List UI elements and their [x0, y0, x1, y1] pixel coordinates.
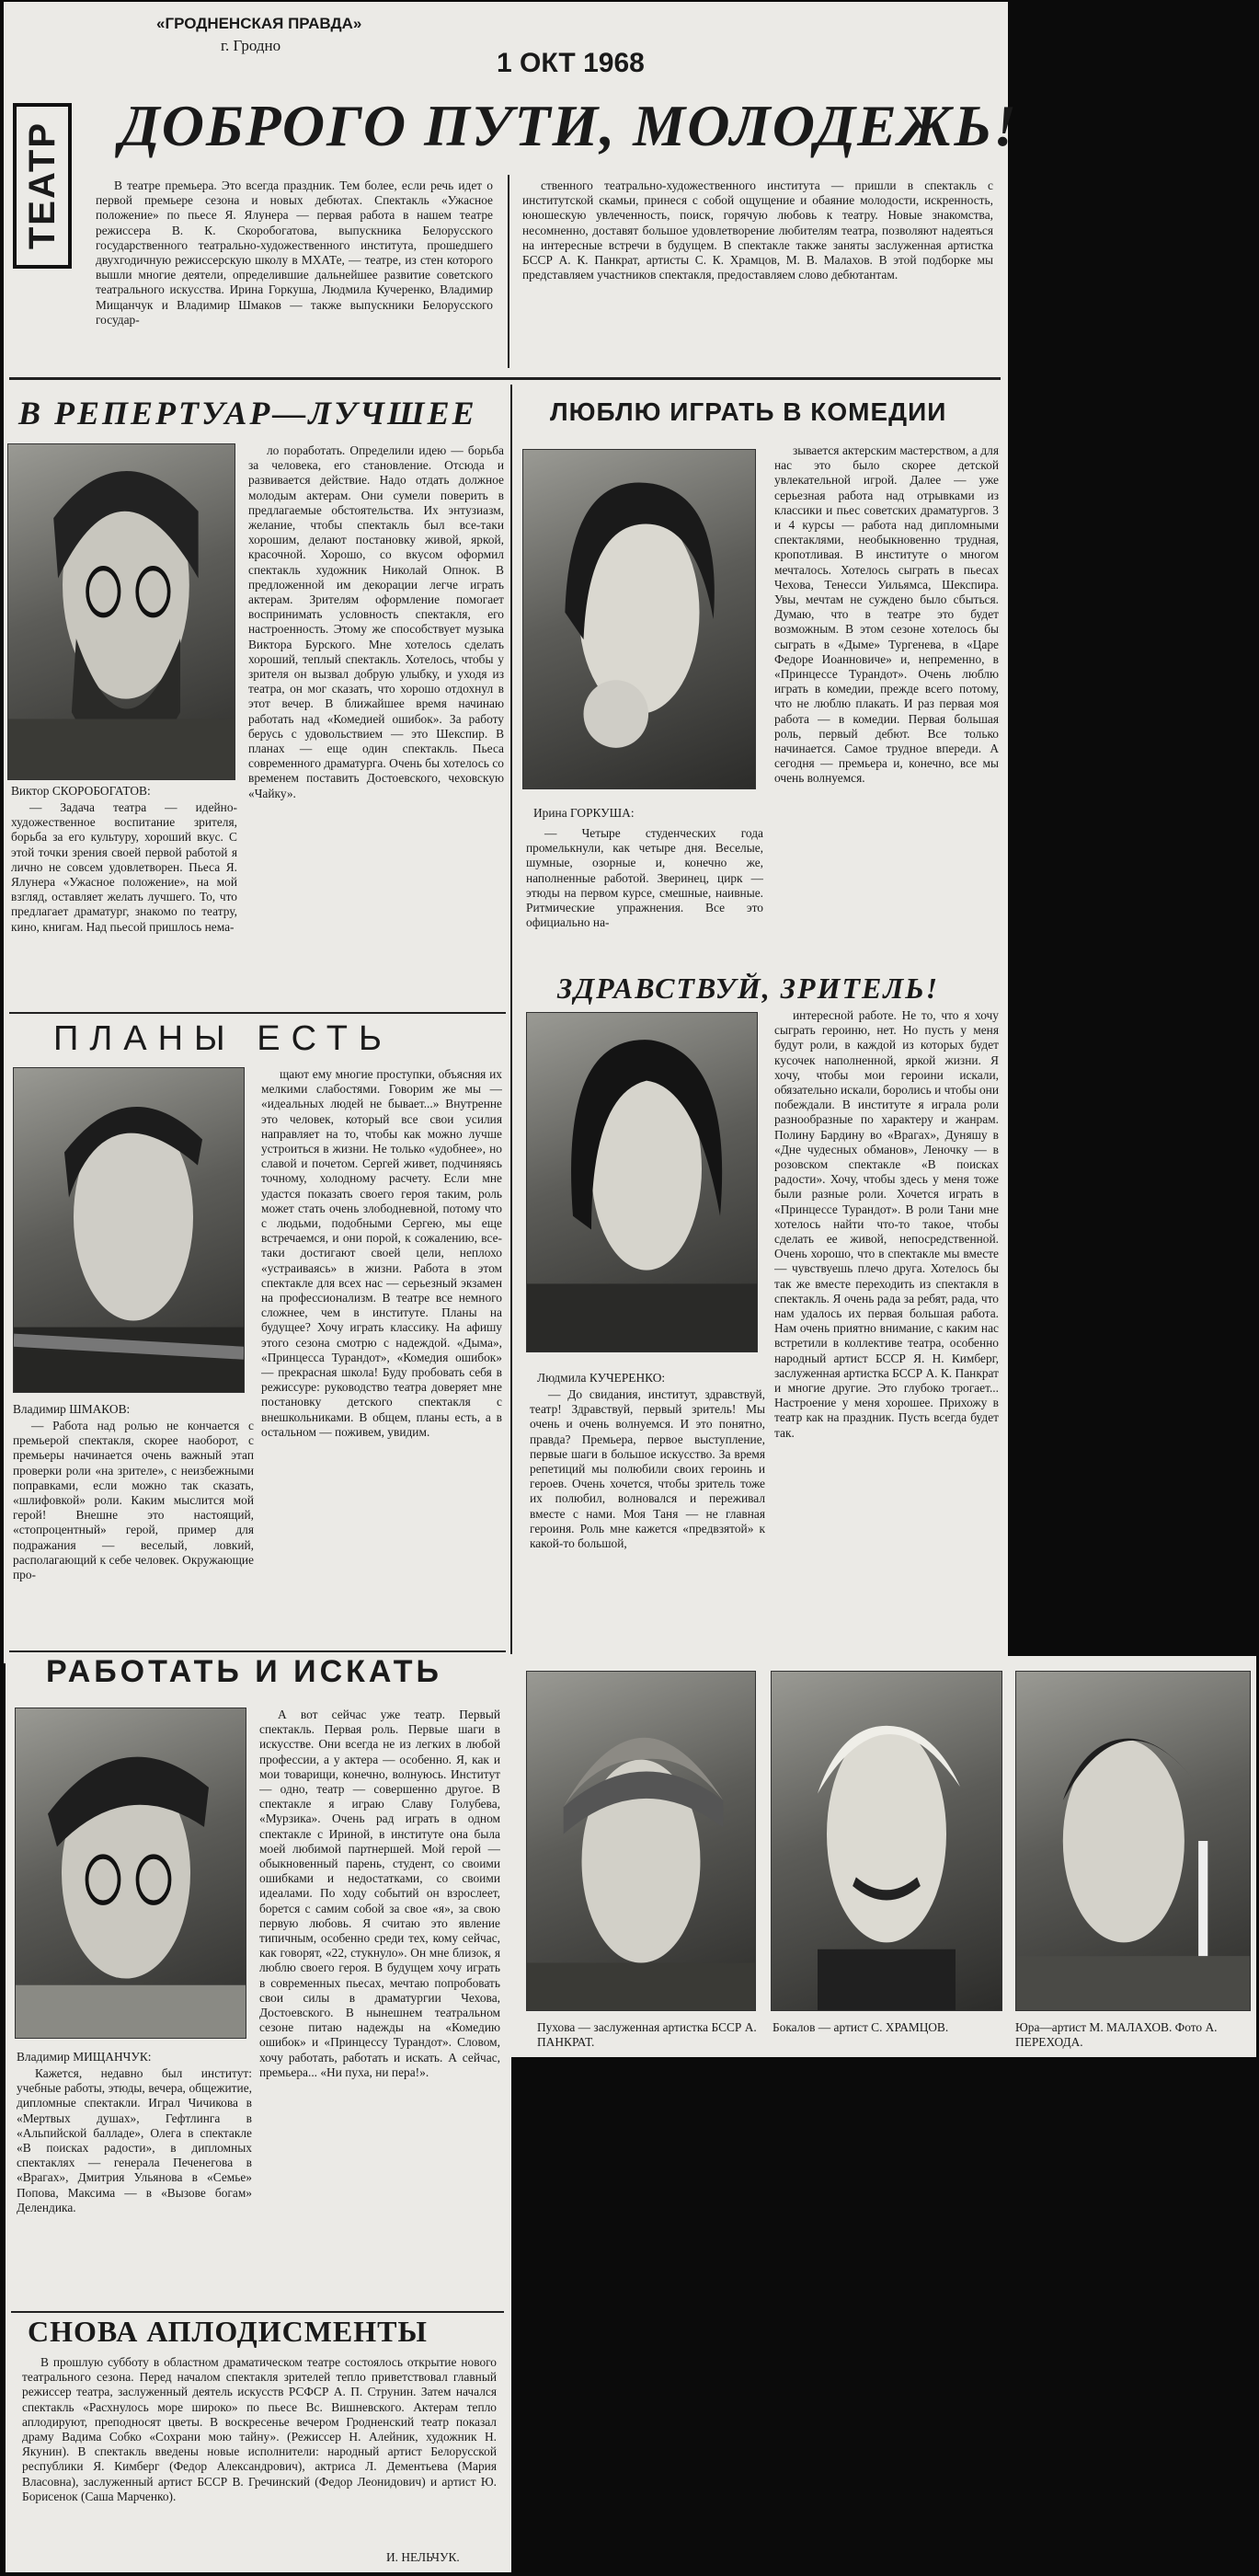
sec1-text-a — [11, 800, 237, 1005]
sec6-text — [22, 2355, 497, 2539]
section3-title: РАБОТАТЬ И ИСКАТЬ — [46, 1654, 442, 1689]
portrait-malakhov — [1016, 1672, 1250, 2010]
main-title: ДОБРОГО ПУТИ, МОЛОДЕЖЬ! — [120, 93, 1018, 158]
section4-title: ЛЮБЛЮ ИГРАТЬ В КОМЕДИИ — [550, 397, 947, 426]
caption-khramtsov: Бокалов — артист С. ХРАМЦОВ. — [773, 2020, 949, 2034]
city: г. Гродно — [221, 37, 281, 54]
portrait-khramtsov — [772, 1672, 1001, 2010]
intro-right — [522, 178, 993, 372]
sec3-text-b — [259, 1708, 500, 2307]
date-stamp: 1 ОКТ 1968 — [497, 48, 645, 78]
sec2-text-a — [13, 1419, 254, 1643]
photo-khramtsov — [771, 1671, 1002, 2011]
theatre-rubric-label: ТЕАТР — [21, 121, 63, 250]
sec3-text-a — [17, 2066, 252, 2307]
intro-left — [96, 178, 493, 372]
photo-mishchanchuk — [15, 1708, 246, 2039]
portrait-mishchanchuk — [16, 1708, 246, 2038]
photo-malakhov — [1015, 1671, 1251, 2011]
theatre-rubric — [13, 103, 72, 269]
portrait-kucherenko — [527, 1013, 757, 1351]
sec5-text-b-p: интересной работе. Не то, что я хочу сыграть героиню, нет. Но пусть у меня будут роли, в каждой из которых будет кусочек наполненной, яркой жизни. Я хочу, чтобы мои героини искали, обязательно искали, боролись и чтобы они побеждали. В институте я играла роли разнообразные по характеру и жанрам. Полину Бардину во «Врагах», Дуняшу в «Дне чудесных обманов», Леночку — в розовском спектакле «В поисках радости». Хочу, чтобы здесь у меня тоже были разные роли. Хочется играть в «Принцессе Турандот». В роли Тани мне хотелось найти что-то такое, чтобы сделать ее живой, непосредственной. Очень хорошо, что в спектакле мы вместе — чувствуешь плечо друга. Хотелось бы так же вместе переходить из спектакля в спектакль. Я очень рада за ребят, рада, что нам удалось их первая большая работа. Нам очень приятно внимание, с каким нас встретили в коллективе театра, особенно народный артист БССР Я. Н. Кимберг, заслуженная артистка БССР А. К. Панкрат и многие другие. Это глубоко трогает... Настроение у меня хорошее. Прихожу в театр как на праздник. Пусть всегда будет так. — [774, 1008, 999, 1440]
photo-pankrat — [526, 1671, 756, 2011]
photo-gorkusha — [522, 449, 756, 789]
sec2-text-b-p: щают ему многие проступки, объясняя их мелкими слабостями. Говорим же мы — «идеальных людей не бывает...» Внутренне это человек, который все свои усилия направляет на то, чтобы как можно лучше устроиться в жизни. Не только «удобнее», но славой и почетом. Сергей живет, подчиняясь точному, холодному расчету. Если мне удастся показать своего героя таким, роль может стать очень злободневной, потому что с людьми, подобными Сергею, мы еще встречаемся, и они порой, к сожалению, все-таки достигают своей цели, неплохо «устраиваясь» в жизни. Работа в этом спектакле для всех нас — серьезный экзамен на профессионализм. В театре все немного сложнее, чем в институте. Планы на будущее? Хочу играть классику. На афишу этого сезона смотрю с надеждой. «Дыма», «Принцесса Турандот», «Комедия ошибок» — прекрасная школа! Буду пробовать себя в режиссуре: руководство театра доверяет мне постановку детского спектакля с внешкольниками. В общем, планы есть, а в остальном — поживем, увидим. — [261, 1067, 502, 1439]
portrait-gorkusha — [523, 450, 755, 788]
sec3-text-b-p: А вот сейчас уже театр. Первый спектакль. Первая роль. Первые шаги в искусстве. Они всегда не из легких в любой профессии, а у актера — особенно. Я, как и мои товарищи, конечно, волнуюсь. Институт — одно, театр — совершенно другое. В спектакле я играю Славу Голубева, «Мурзика». Очень рад играть в одном спектакле с Ириной, в институте она была моей любимой партнершей. Мой герой — обыкновенный парень, студент, со своими ошибками и недостатками, со своими идеалами. По ходу событий он взрослеет, борется с самим собой за свое «я», за свою первую любовь. Я считаю это явление типичным, особенно среди тех, кому сейчас, как говорят, «22, стукнуло». Он мне близок, я люблю своего героя. В будущем хочу играть в современных пьесах, мечтаю попробовать свои силы в драматургии Чехова, Достоевского. В нынешнем театральном сезоне питаю надежды на «Комедию ошибок» и «Принцессу Турандот». Словом, хочу работать, работать и искать. А сейчас, премьера... «Ни пуха, ни пера!». — [259, 1708, 500, 2079]
sec2-text-a-p: — Работа над ролью не кончается с премьерой спектакля, скорее наоборот, с премьеры начинается очень важный этап проверки роли «на зрителе», с неизбежными поправками, если можно так сказать, «шлифовкой» роли. Каким мыслится мой герой! Внешне это настоящий, «стопроцентный» герой, пример для подражания — веселый, ловкий, располагающий к себе человек. Окружающие про- — [13, 1419, 254, 1582]
sec2-top-rule — [9, 1012, 506, 1014]
sec4-text-a-p: — Четыре студенческих года промелькнули, как четыре дня. Веселые, шумные, озорные и, конечно же, наполненные работой. Зверинец, цирк — этюды на первом курсе, смешные, наивные. Ритмические упражнения. Все это официально на- — [526, 826, 763, 930]
newspaper-name: «ГРОДНЕНСКАЯ ПРАВДА» — [156, 15, 362, 32]
sec6-text-p: В прошлую субботу в областном драматическом театре состоялось открытие нового театрального сезона. Перед началом спектакля зрителей тепло приветствовал главный режиссер театра, заслуженный деятель искусств РСФСР А. П. Струнин. Затем начался спектакль «Расхнулось море широко» по пьесе Вс. Вишневского. Актерам тепло аплодируют, преподносят цветы. В воскресенье вечером Гродненский театр показал драму Вадима Собко «Сохрани мою тайну». (Режиссер Н. Алейник, художник Н. Якунин). В спектакль введены новые исполнители: народный артист Белорусской республики Я. Кимберг (Федор Александрович), актриса Л. Дементьева (Мария Власовна), заслуженный артист БССР В. Гречинский (Федор Леонидович) и артист Ю. Борисенок (Саша Марченко). — [22, 2355, 497, 2503]
sec1-text-b — [248, 443, 504, 1005]
sec6-author: И. НЕЛЬЧУК. — [386, 2550, 460, 2564]
sec4-text-a — [526, 826, 763, 964]
section5-title: ЗДРАВСТВУЙ, ЗРИТЕЛЬ! — [557, 972, 940, 1005]
photo-kucherenko — [526, 1012, 758, 1352]
section6-title: СНОВА АПЛОДИСМЕНТЫ — [28, 2315, 428, 2348]
caption-pankrat: Пухова — заслуженная артистка БССР А. ПАНКРАТ. — [537, 2020, 757, 2049]
sec5-text-a — [530, 1387, 765, 1647]
intro-bottom-rule — [9, 377, 1001, 380]
sec5-text-a-p: — До свидания, институт, здравствуй, театр! Здравствуй, первый зритель! Мы очень и очень волнуемся. И это понятно, правда? Премьера, первое выступление, первые шаги в большое искусство. За время репетиций мы полюбили своих героинь и героев. Очень хочется, чтобы зритель тоже их полюбил, волновался и переживал вместе с нами. Моя Таня — не главная героиня. Роль мне кажется «предвзятой» к какой-то большой, — [530, 1387, 765, 1551]
portrait-pankrat — [527, 1672, 755, 2010]
sec4-text-b-p: зывается актерским мастерством, а для нас это было скорее детской увлекательной игрой. Далее — уже серьезная работа над отрывками из классики и пьес советских драматургов. 3 и 4 курсы — работа над дипломными спектаклями, необыкновенно трудная, кропотливая. В институте о многом мечталось. Хотелось сыграть в пьесах Чехова, Тенесси Уильямса, Шекспира. Увы, мечтам не суждено было сбыться. Думаю, что в театре это будет возможным. В этом сезоне хотелось бы сыграть в «Дыме» Тургенева, в «Царе Федоре Иоанновиче» и, непременно, в «Принцессе Турандот». Очень люблю играть в комедии, прежде всего потому, что не люблю плакать. И раз первая моя работа — в комедии. Первая большая роль, первый дебют. Все только начинается. Самое трудное впереди. А сегодня — премьера и, конечно, все мы очень волнуемся. — [774, 443, 999, 786]
photo-skorobogatov — [7, 443, 235, 780]
caption-shmakov: Владимир ШМАКОВ: — [13, 1402, 131, 1416]
intro-divider — [508, 175, 509, 368]
sec6-top-rule — [11, 2311, 504, 2313]
sec3-top-rule — [9, 1650, 506, 1652]
photo-shmakov — [13, 1067, 245, 1393]
sec1-text-a-p: — Задача театра — идейно-художественное воспитание зрителя, борьба за его культуру, хороший вкус. С этой точки зрения своей первой работой я лично не совсем удовлетворен. Пьеса Я. Ялунера «Ужасное положение», на мой взгляд, оставляет желать лучшего. То, что предлагает драматург, знакомо по театру, кино, книгам. Над пьесой пришлось нема- — [11, 800, 237, 934]
caption-kucherenko: Людмила КУЧЕРЕНКО: — [537, 1371, 666, 1385]
caption-gorkusha: Ирина ГОРКУША: — [533, 806, 635, 820]
section2-title: ПЛАНЫ ЕСТЬ — [53, 1019, 393, 1058]
sec4-text-b — [774, 443, 999, 959]
intro-right-text: ственного театрально-художественного института — пришли в спектакль с институтской скамьи, принеся с собой ощущение и обаяние молодости, искренность, юношескую увлеченность, поиск, горячую любовь к театру. Новые знакомства, несомненно, доставят большое удовлетворение любителям театра, позволяют надеяться на интересные встречи в будущем. В спектакле также заняты заслуженная артистка БССР А. К. Панкрат, артисты С. К. Храмцов, М. В. Малахов. В этой подборке мы представляем участников спектакля, предоставляем слово дебютантам. — [522, 178, 993, 282]
intro-left-text: В театре премьера. Это всегда праздник. Тем более, если речь идет о первой премьере сезона и новых дебютах. Спектакль «Ужасное положение» по пьесе Я. Ялунера — первая работа в нашем театре режиссера В. К. Скоробогатова, выпускника Белорусского государственного театрально-художественного института, прошедшего двухгодичную режиссерскую школу в МХАТе, — театре, из стен которого вышли многие деятели, определившие дальнейшее развитие советского театрального искусства. Ирина Горкуша, Людмила Кучеренко, Владимир Мищанчук и Владимир Шмаков — также выпускники Белорусского государ- — [96, 178, 493, 327]
caption-skorobogatov: Виктор СКОРОБОГАТОВ: — [11, 784, 151, 798]
caption-mishchanchuk: Владимир МИЩАНЧУК: — [17, 2050, 152, 2064]
sec2-text-b — [261, 1067, 502, 1643]
sec3-text-a-p: Кажется, недавно был институт: учебные работы, этюды, вечера, общежитие, дипломные спектакли. Играл Чичикова в «Мертвых душах», Гефтлинга в «Альпийской балладе», Олега в спектакле «В поисках радости», в дипломных спектаклях — генерала Печенегова в «Врагах», Дмитрия Ульянова в «Семье» Попова, Максима — в «Вызове богам» Делендика. — [17, 2066, 252, 2214]
sec1-text-b-p: ло поработать. Определили идею — борьба за человека, его становление. Отсюда и развивается действие. Надо отдать должное молодым актерам. Они сумели поверить в предлагаемые обстоятельства. Их энтузиазм, желание, чтобы спектакль был все-таки хорошим, делают постановку живой, яркой, красочной. Хорошо, со вкусом оформил спектакль художник Николай Опнок. В предложенной им декорации легче играть актерам. Зрителям оформление помогает воспринимать условность спектакля, его настроенность. Этому же способствует музыка Виктора Бурского. Мне хотелось сделать хороший, теплый спектакль. Хотелось, чтобы у зрителя он вызвал добрую улыбку, и уходя из театра, он мог сказать, что хорошо отдохнул в этот вечер. В ближайшее время начинаю работать над «Комедией ошибок». За работу берусь с удовольствием — это Шекспир. В планах — еще один спектакль. Пьеса современного драматурга. Очень бы хотелось со временем поставить Достоевского, чеховскую «Чайку». — [248, 443, 504, 800]
portrait-shmakov — [14, 1068, 244, 1392]
column-divider — [510, 385, 512, 1654]
caption-malakhov: Юра—артист М. МАЛАХОВ. Фото А. ПЕРЕХОДА. — [1015, 2020, 1218, 2049]
section1-title: В РЕПЕРТУАР—ЛУЧШЕЕ — [18, 395, 477, 431]
sec5-text-b — [774, 1008, 999, 1647]
portrait-skorobogatov — [8, 444, 235, 779]
